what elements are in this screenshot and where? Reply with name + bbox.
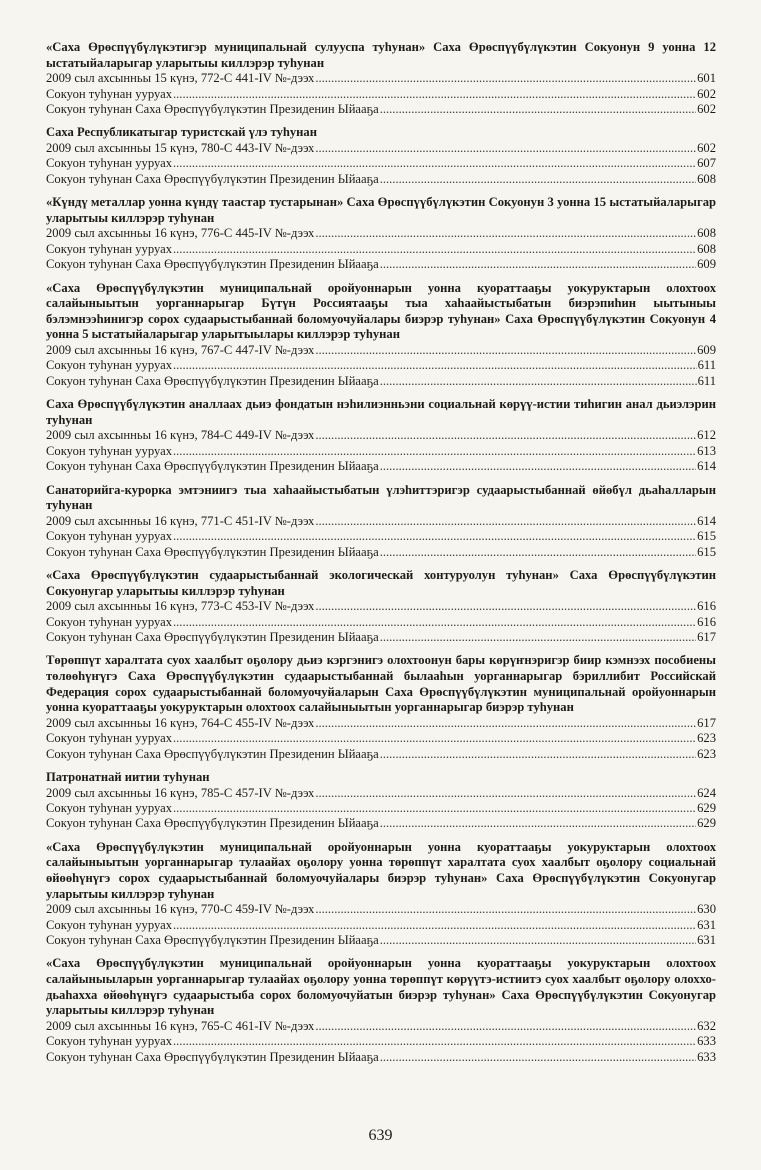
page-ref: 615 [697,544,716,559]
page-ref: 623 [697,746,716,761]
section-heading: «Саха Өрөспүүбүлүкэтин муниципальнай оройуоннарын уонна куораттааҕы уокуруктарын олохтоох салайыныыларын уорганнарыгар тулаайах оҕолору уонна төрөппүт көрүүтэ-истиитэ суох хаалбыт оҕолору олоххо-дьаһахха өйөөһүнүгэ судаарыстыба сорох боломуочуйатын биэрэр туһунан» Саха Өрөспүүбүлүкэтин Сокуонугар уларытыы киллэрэр туһунан [46,956,716,1018]
page-ref: 602 [697,141,716,155]
row-text: Сокуон туһунан Саха Өрөспүүбүлүкэтин Президенин Ыйааҕа [46,102,379,116]
toc-row [46,933,716,948]
dot-leader [380,747,696,762]
toc-row [46,343,716,358]
dot-leader [380,933,696,948]
page-ref: 612 [697,428,716,443]
page-ref: 624 [697,785,716,800]
row-text: Сокуон туһунан Саха Өрөспүүбүлүкэтин Президенин Ыйааҕа [46,630,379,645]
row-text: 2009 сыл ахсынньы 16 күнэ, 765-С 461-IV №-дээх [46,1018,315,1033]
dot-leader [173,1034,696,1049]
page-ref: 617 [697,630,716,645]
page-ref: 613 [697,443,716,458]
toc-row [46,1019,716,1034]
toc-row [46,444,716,459]
toc-row [46,226,716,241]
toc-section [46,40,716,117]
toc-section [46,483,716,560]
section-heading: «Саха Өрөспүүбүлүкэтин судаарыстыбаннай экологическай хонтуруолун туһунан» Саха Өрөспүүбүлүкэтин Сокуонугар уларытыы киллэрэр туһунан [46,568,716,598]
row-text: 2009 сыл ахсынньы 16 күнэ, 776-С 445-IV №-дээх [46,226,315,241]
page-ref: 616 [697,614,716,629]
row-text: Сокуон туһунан Саха Өрөспүүбүлүкэтин Президенин Ыйааҕа [46,816,379,831]
dot-leader [380,545,696,560]
row-text: Сокуон туһунан ууруах [46,443,172,458]
toc-section [46,568,716,645]
page-ref: 631 [697,933,716,948]
page-ref: 611 [697,358,716,373]
page-ref: 633 [697,1034,716,1049]
section-heading: «Саха Өрөспүүбүлүкэтигэр муниципальнай сулууспа туһунан» Саха Өрөспүүбүлүкэтин Сокуонун 9 уонна 12 ыстатыйаларыгар уларытыы киллэрэр туһунан [46,40,716,70]
toc-row [46,529,716,544]
row-text: 2009 сыл ахсынньы 16 күнэ, 785-С 457-IV №-дээх [46,785,315,800]
row-text: Сокуон туһунан ууруах [46,614,172,629]
row-text: Сокуон туһунан Саха Өрөспүүбүлүкэтин Президенин Ыйааҕа [46,933,379,948]
section-heading: «Саха Өрөспүүбүлүкэтин муниципальнай оройуоннарын уонна куораттааҕы уокуруктарын олохтоох салайыныытын уорганнарыгар Бүтүн Россиятааҕы тыа хаһаайыстыбатын биэрэпиһин ыытыныы бэлэмнээһинигэр сорох судаарыстыбаннай боломуочуйалары биэрэр туһунан» Саха Өрөспүүбүлүкэтин Сокуонун 4 уонна 5 ыстатыйаларыгар уларытыылары киллэрэр туһунан [46,280,716,342]
dot-leader [380,459,696,474]
dot-leader [315,226,696,241]
toc-row [46,87,716,102]
toc-section [46,397,716,474]
page-ref: 609 [697,257,716,272]
toc-row [46,428,716,443]
dot-leader [315,902,696,917]
page-ref: 629 [697,816,716,831]
row-text: 2009 сыл ахсынньы 15 күнэ, 772-С 441-IV №-дээх [46,71,315,86]
toc-row [46,172,716,187]
row-text: Сокуон туһунан ууруах [46,917,172,932]
dot-leader [173,801,696,816]
page-number: 639 [368,1127,393,1144]
section-heading: Патронатнай иитии туһунан [46,770,210,785]
toc-section [46,653,716,762]
row-text: Сокуон туһунан Саха Өрөспүүбүлүкэтин Президенин Ыйааҕа [46,373,379,388]
toc-row [46,615,716,630]
dot-leader [315,599,696,614]
dot-leader [315,343,696,358]
dot-leader [380,257,696,272]
dot-leader [173,529,696,544]
row-text: Сокуон туһунан Саха Өрөспүүбүлүкэтин Президенин Ыйааҕа [46,1049,379,1064]
row-text: Сокуон туһунан ууруах [46,731,172,746]
row-text: Сокуон туһунан Саха Өрөспүүбүлүкэтин Президенин Ыйааҕа [46,746,379,761]
row-text: 2009 сыл ахсынньы 16 күнэ, 773-С 453-IV №-дээх [46,599,315,614]
toc-row [46,141,716,156]
page-ref: 615 [697,529,716,544]
toc-row [46,599,716,614]
toc-row [46,902,716,917]
page-ref: 614 [697,459,716,474]
dot-leader [173,87,696,102]
dot-leader [173,156,696,171]
toc-row [46,630,716,645]
row-text: 2009 сыл ахсынньы 16 күнэ, 770-С 459-IV №-дээх [46,902,315,917]
row-text: 2009 сыл ахсынньы 16 күнэ, 764-С 455-IV №-дээх [46,715,315,730]
row-text: 2009 сыл ахсынньы 15 күнэ, 780-С 443-IV №-дээх [46,141,315,155]
toc-row [46,514,716,529]
section-heading: «Күндү металлар уонна күндү таастар тустарынан» Саха Өрөспүүбүлүкэтин Сокуонун 3 уонна 15 ыстатыйаларыгар уларытыы киллэрэр туһунан [46,195,716,225]
toc-row [46,358,716,373]
dot-leader [315,716,696,731]
row-text: Сокуон туһунан ууруах [46,86,172,101]
dot-leader [173,918,696,933]
section-heading: Саха Өрөспүүбүлүкэтин аналлаах дьиэ фондатын нэһилиэнньэни социальнай көрүү-истии тиһигин анал дьиэлэрин туһунан [46,397,716,427]
page-ref: 623 [697,731,716,746]
row-text: Сокуон туһунан ууруах [46,529,172,544]
dot-leader [173,444,696,459]
section-heading: Төрөппүт харалтата суох хаалбыт оҕолору дьиэ кэргэнигэ олохтоонун бары көрүҥнэригэр биир кэмнээх пособиены төлөөһүҥүгэ Саха Өрөспүүбүлүкэтин судаарыстыбаннай былааһын уорганнарыгар бэриллибит Российскай Федерация сорох судаарыстыбаннай боломуочуйаларын Саха Өрөспүүбүлүкэтин муниципальнай оройуоннарын уонна куораттааҕы уокуруктарын олохтоох салайыныытын уорганнарыгар биэрэр туһунан [46,653,716,715]
dot-leader [315,786,696,801]
page-ref: 611 [697,373,716,388]
dot-leader [315,1019,696,1034]
toc-row [46,1034,716,1049]
toc-row [46,731,716,746]
dot-leader [315,141,696,156]
row-text: Сокуон туһунан ууруах [46,801,172,816]
page-ref: 602 [697,86,716,101]
toc-row [46,918,716,933]
page-ref: 601 [697,71,716,86]
row-text: Сокуон туһунан Саха Өрөспүүбүлүкэтин Президенин Ыйааҕа [46,544,379,559]
row-text: Сокуон туһунан ууруах [46,241,172,256]
page-ref: 632 [697,1018,716,1033]
row-text: Сокуон туһунан ууруах [46,1034,172,1049]
page-ref: 608 [697,171,716,186]
page-ref: 609 [697,343,716,357]
dot-leader [173,615,696,630]
dot-leader [380,374,697,389]
page-ref: 607 [697,156,716,171]
toc-section [46,195,716,272]
row-text: 2009 сыл ахсынньы 16 күнэ, 771-С 451-IV №-дээх [46,513,315,528]
toc-row [46,801,716,816]
dot-leader [380,172,696,187]
table-of-contents [46,40,716,1073]
toc-row [46,1050,716,1065]
dot-leader [380,102,696,117]
page-ref: 614 [697,513,716,528]
page-ref: 629 [697,801,716,816]
row-text: 2009 сыл ахсынньы 16 күнэ, 784-С 449-IV №-дээх [46,428,315,443]
page-ref: 633 [697,1049,716,1064]
page-ref: 608 [697,241,716,256]
section-heading: Санаторийга-курорка эмтэниигэ тыа хаһаайыстыбатын үлэһиттэригэр судаарыстыбаннай өйөбүл дьаһалларын туһунан [46,482,716,513]
dot-leader [380,630,696,645]
toc-row [46,459,716,474]
section-heading: Саха Республикатыгар туристскай үлэ туһунан [46,125,317,140]
toc-row [46,257,716,272]
page-ref: 616 [697,599,716,614]
toc-row [46,716,716,731]
toc-section [46,770,716,832]
toc-row [46,374,716,389]
toc-row [46,156,716,171]
row-text: 2009 сыл ахсынньы 16 күнэ, 767-С 447-IV №-дээх [46,343,315,357]
toc-section [46,840,716,949]
dot-leader [315,428,696,443]
dot-leader [173,358,697,373]
toc-row [46,242,716,257]
row-text: Сокуон туһунан ууруах [46,156,172,171]
row-text: Сокуон туһунан Саха Өрөспүүбүлүкэтин Президенин Ыйааҕа [46,171,379,186]
row-text: Сокуон туһунан ууруах [46,358,172,373]
toc-section [46,125,716,187]
dot-leader [315,514,696,529]
row-text: Сокуон туһунан Саха Өрөспүүбүлүкэтин Президенин Ыйааҕа [46,257,379,272]
row-text: Сокуон туһунан Саха Өрөспүүбүлүкэтин Президенин Ыйааҕа [46,459,379,474]
dot-leader [173,242,696,257]
toc-row [46,786,716,801]
page-ref: 617 [697,715,716,730]
toc-section [46,281,716,390]
toc-row [46,545,716,560]
toc-row [46,102,716,117]
toc-row [46,747,716,762]
toc-row [46,816,716,831]
dot-leader [380,816,696,831]
page-ref: 630 [697,902,716,917]
page-ref: 602 [697,102,716,116]
dot-leader [315,71,696,86]
page-ref: 608 [697,226,716,241]
section-heading: «Саха Өрөспүүбүлүкэтин муниципальнай оройуоннарын уонна куораттааҕы уокуруктарын олохтоох салайыныытын уорганнарыгар тулаайах оҕолору уонна төрөппүт харалтата суох хаалбыт оҕолору социальнай өйөөһүнүгэ сорох судаарыстыбаннай боломуочуйалары биэрэр туһунан» Саха Өрөспүүбүлүкэтин Сокуонугар уларытыы киллэрэр туһунан [46,839,716,901]
toc-section [46,956,716,1065]
toc-row [46,71,716,86]
page-ref: 631 [697,917,716,932]
dot-leader [173,731,696,746]
dot-leader [380,1050,696,1065]
